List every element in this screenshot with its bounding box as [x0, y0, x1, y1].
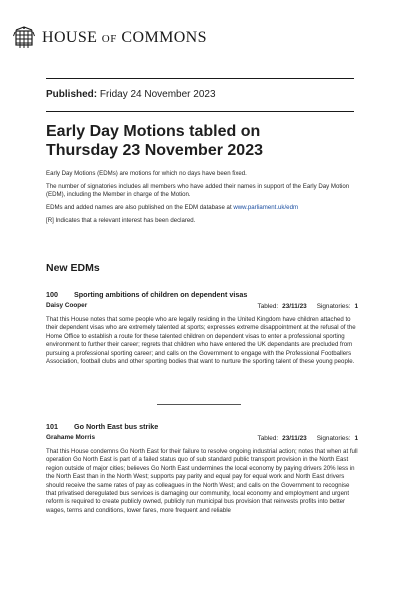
- intro-paragraph-3-text: EDMs and added names are also published on the EDM database at: [46, 204, 234, 211]
- edm-text: That this House condemns Go North East for their failure to resolve ongoing industrial action; notes that when at full operation Go North East is part of a failed status quo of sub standard public transport provision in the North East region outside of major cities; believes Go North East undermines the local economy by paying drivers 20% less in the North East than in the North West; supports pay parity and equal pay for equal work and North East drivers should receive the same rates of pay as colleagues in the North West; and calls on the Government to recognise that privatised deregulated bus services is damaging our community, local economy and employment and urgent reform is required to create publicly owned, publicly run municipal bus provision that reinvests profits into better wages, terms and conditions, lower fares, more frequent and reliable: [46, 448, 358, 514]
- house-name-of: OF: [101, 33, 118, 45]
- edm-member: Grahame Morris: [46, 434, 96, 441]
- edm-tabled-date: 23/11/23: [282, 434, 307, 442]
- published-label: Published:: [46, 89, 98, 100]
- page-title-line2: Thursday 23 November 2023: [46, 142, 263, 159]
- intro-paragraph-2: The number of signatories includes all members who have added their names in support of the Early Day Motion (EDM), including the Member in charge of the Motion.: [46, 182, 350, 199]
- edm-tabled-label: Tabled:: [257, 302, 279, 310]
- edm-entry: [46, 421, 358, 515]
- edm-heading: [46, 421, 358, 431]
- published-line: [46, 89, 216, 100]
- edm-number: 101: [46, 421, 58, 431]
- edm-separator: [157, 404, 241, 405]
- edm-title: Sporting ambitions of children on dependent visas: [74, 289, 248, 299]
- edm-heading: [46, 289, 358, 299]
- edm-signatories-label: Signatories:: [316, 302, 351, 310]
- intro-text: [46, 170, 358, 230]
- edm-database-link[interactable]: www.parliament.uk/edm: [233, 204, 299, 211]
- edm-tabled-label: Tabled:: [257, 434, 279, 442]
- intro-paragraph-3: [46, 204, 358, 212]
- edm-number: 100: [46, 289, 58, 299]
- intro-paragraph-4: [R] Indicates that a relevant interest has been declared.: [46, 216, 196, 224]
- portcullis-icon: [13, 26, 35, 50]
- house-name-part1: HOUSE: [42, 29, 98, 46]
- edm-signatories-label: Signatories:: [316, 434, 351, 442]
- page-header: [13, 24, 207, 52]
- edm-text: That this House notes that some people who are legally residing in the United Kingdom have children attached to their dependent visas who are extremely talented at sports; expresses extreme disappointment at the refusal of the Home Office to establish a route for these talented children on dependent visas to enter a professional sporting environment to further their career; regrets that children who have entered the UK dependants are precluded from pursuing a professional sporting career; and calls on the Government to engage with the Professional Footballers Association, football clubs and other sporting bodies that want to nurture the sporting talent of these young people.: [46, 316, 356, 366]
- page-title: [46, 122, 356, 160]
- edm-tabled-date: 23/11/23: [282, 302, 307, 310]
- page-title-line1: Early Day Motions tabled on: [46, 123, 261, 140]
- house-name-part2: COMMONS: [121, 29, 207, 46]
- top-divider: [46, 78, 354, 79]
- published-date: Friday 24 November 2023: [99, 89, 216, 100]
- edm-signatories-count: 1: [354, 302, 358, 310]
- edm-entry: [46, 289, 358, 366]
- edm-member: Daisy Cooper: [46, 302, 88, 309]
- section-heading: New EDMs: [46, 262, 100, 274]
- house-name: [42, 29, 207, 47]
- edm-signatories-count: 1: [354, 434, 358, 442]
- edm-title: Go North East bus strike: [74, 421, 159, 431]
- intro-paragraph-1: Early Day Motions (EDMs) are motions for which no days have been fixed.: [46, 170, 247, 177]
- published-divider: [46, 111, 354, 112]
